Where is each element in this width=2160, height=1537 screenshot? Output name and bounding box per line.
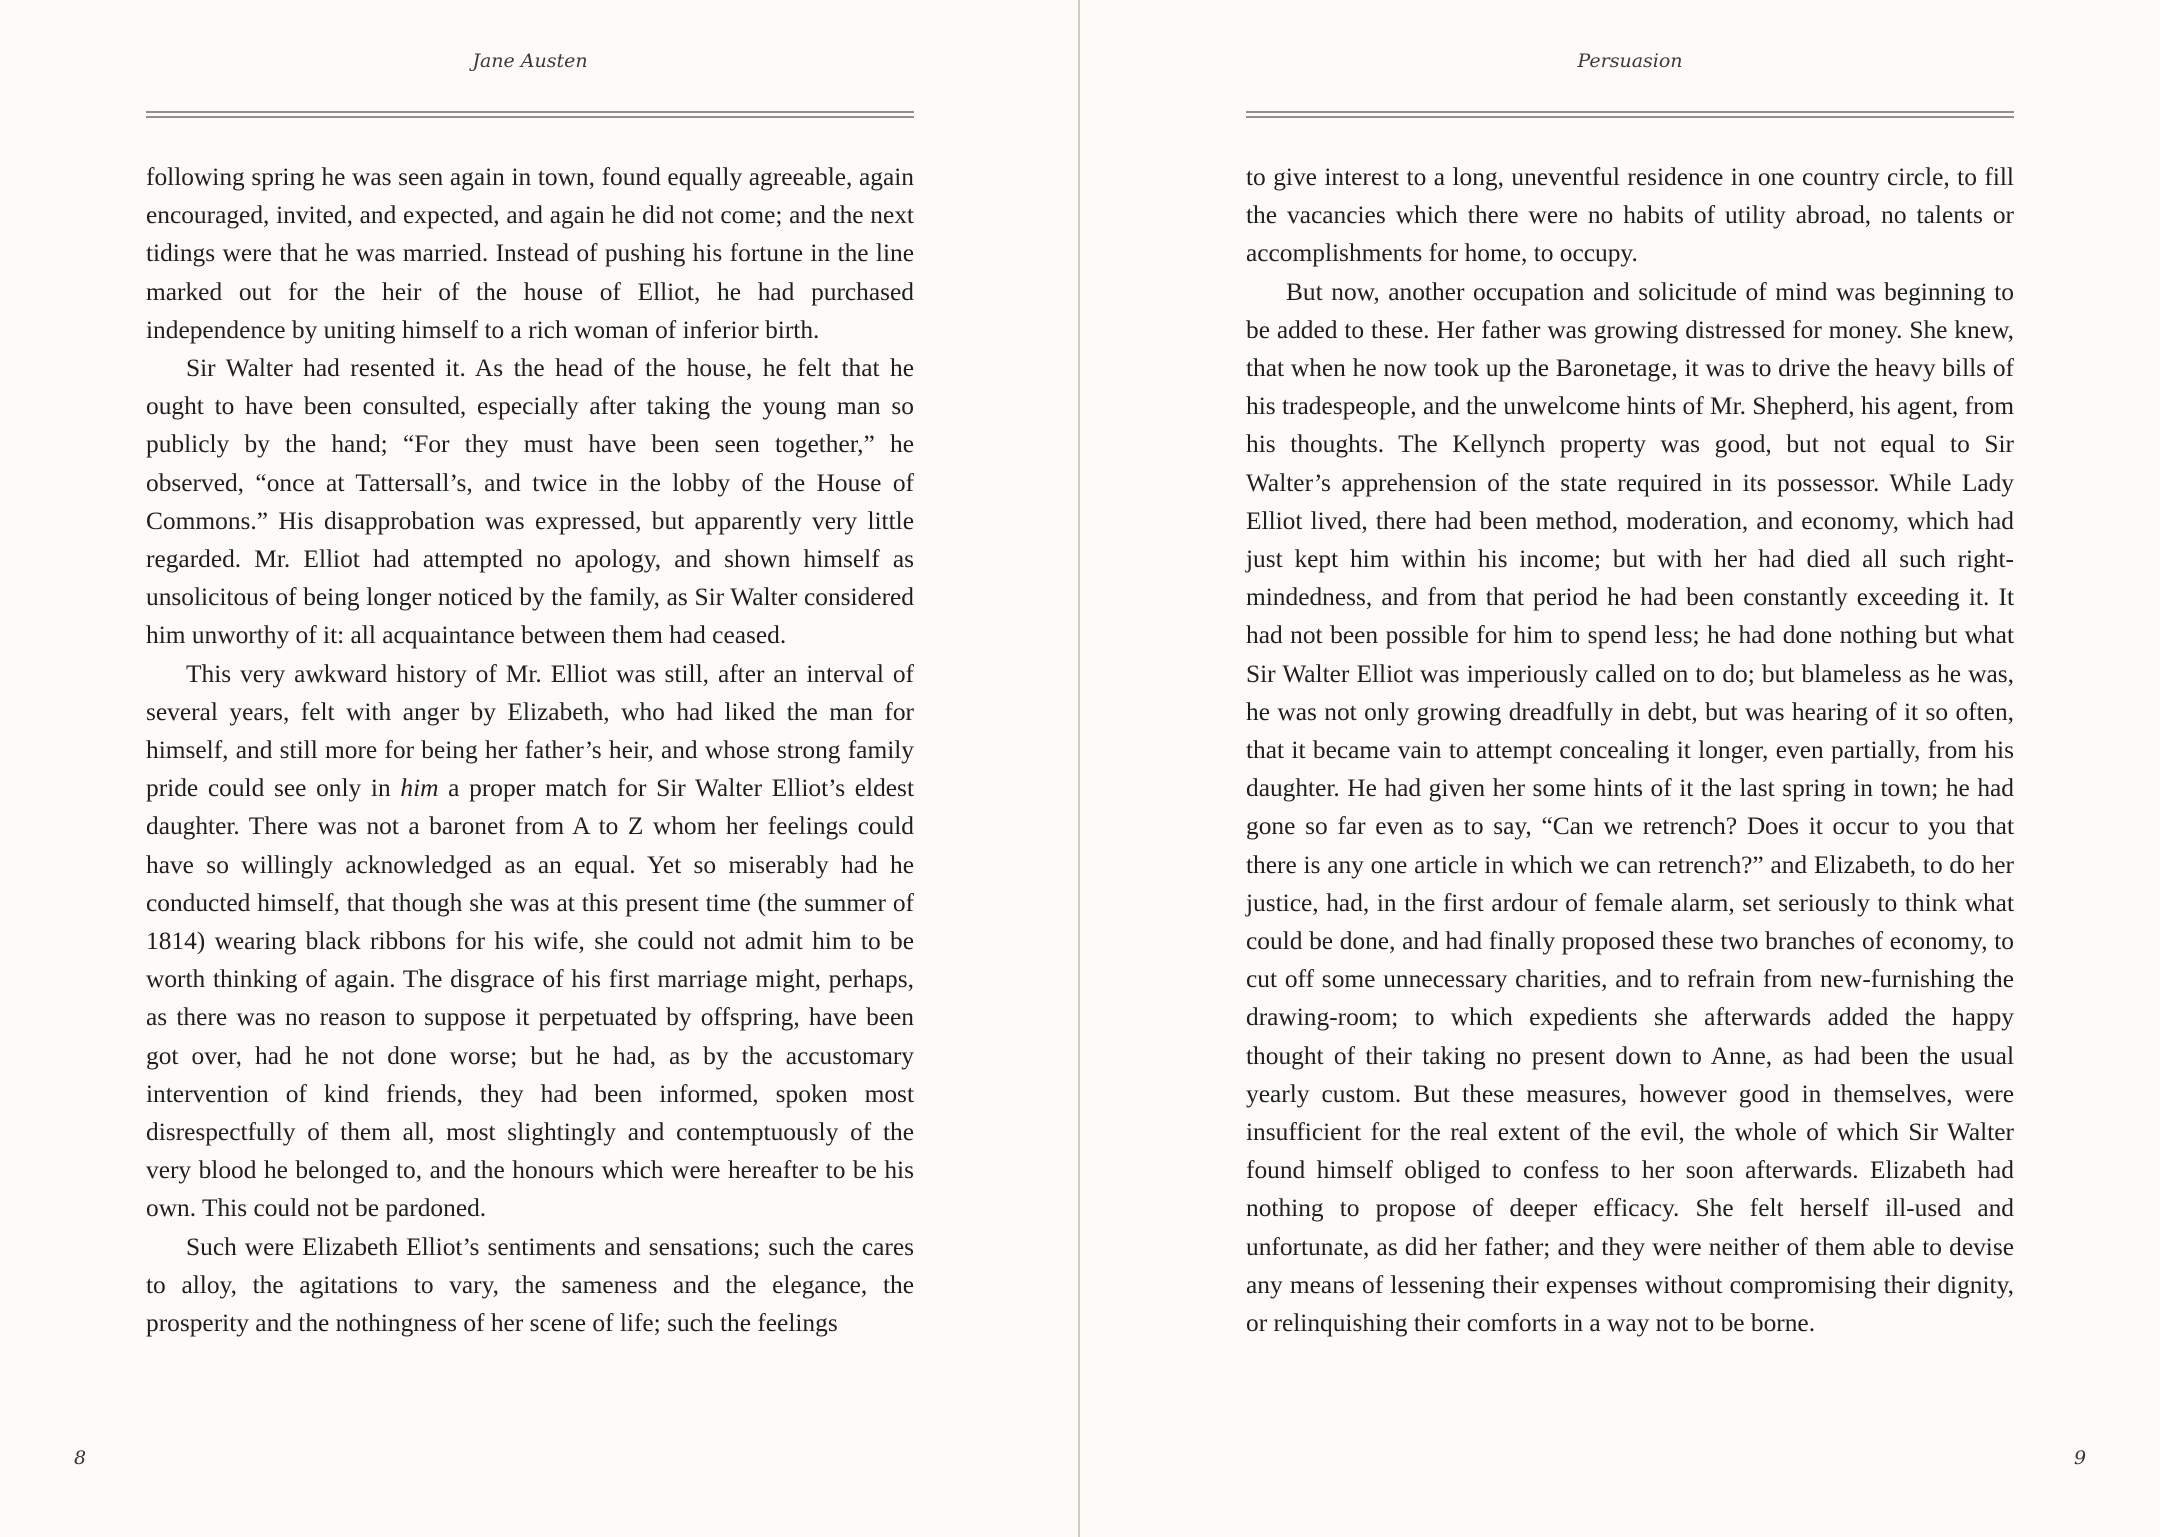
header-rule xyxy=(1246,111,2014,118)
page-number: 8 xyxy=(74,1447,87,1469)
paragraph: following spring he was seen again in town, found equally agreeable, again encouraged, invited, and expected, and again he did not come; and the next tidings were that he was married. Instead of pushing his fortune in the line marked out for the heir of the house of Elliot, he had purchased independence by uniting himself to a rich woman of inferior birth. xyxy=(146,163,914,344)
header-rule xyxy=(146,111,914,118)
emphasis-text: him xyxy=(400,774,439,803)
paragraph: Such were Elizabeth Elliot’s sentiments and sensations; such the cares to alloy, the agitations to vary, the sameness and the elegance, the prosperity and the nothingness of her scene of life; such the feelings xyxy=(146,1232,914,1338)
paragraph-text: a proper match for Sir Walter Elliot’s eldest daughter. There was not a baronet from A to Z whom her feelings could have so willingly acknowledged as an equal. Yet so miserably had he conducted himself, that though she was at this present time (the summer of 1814) wearing black ribbons for his wife, she could not admit him to be worth thinking of again. The disgrace of his first marriage might, perhaps, as there was no reason to suppose it perpetuated by offspring, have been got over, had he not done worse; but he had, as by the accustomary intervention of kind friends, they had been informed, spoken most disrespectfully of them all, most slightingly and contemptuously of the very blood he belonged to, and the honours which were hereafter to be his own. This could not be pardoned. xyxy=(146,774,914,1223)
running-head-author: Jane Austen xyxy=(472,50,588,72)
page-number: 9 xyxy=(2074,1447,2087,1469)
paragraph: But now, another occupation and solicitude of mind was beginning to be added to these. Her father was growing distressed for money. She knew, that when he now took up the Baronetage, it was to drive the heavy bills of his tradespeople, and the unwelcome hints of Mr. Shepherd, his agent, from his thoughts. The Kellynch property was good, but not equal to Sir Walter’s apprehension of the state required in its possessor. While Lady Elliot lived, there had been method, moderation, and economy, which had just kept him within his income; but with her had died all such right-mindedness, and from that period he had been constantly exceeding it. It had not been possible for him to spend less; he had done nothing but what Sir Walter Elliot was imperiously called on to do; but blameless as he was, he was not only growing dreadfully in debt, but was hearing of it so often, that it became vain to attempt concealing it longer, even partially, from his daughter. He had given her some hints of it the last spring in town; he had gone so far even as to say, “Can we retrench? Does it occur to you that there is any one article in which we can retrench?” and Elizabeth, to do her justice, had, in the first ardour of female alarm, set seriously to think what could be done, and had finally proposed these two branches of economy, to cut off some unnecessary charities, and to refrain from new-furnishing the drawing-room; to which expedients she afterwards added the happy thought of their taking no present down to Anne, as had been the usual yearly custom. But these measures, however good in themselves, were insufficient for the real extent of the evil, the whole of which Sir Walter found himself obliged to confess to her soon afterwards. Elizabeth had nothing to propose of deeper efficacy. She felt herself ill-used and unfortunate, as did her father; and they were neither of them able to devise any means of lessening their expenses without compromising their dignity, or relinquishing their comforts in a way not to be borne. xyxy=(1246,277,2014,1338)
paragraph: Sir Walter had resented it. As the head of the house, he felt that he ought to have been consulted, especially after taking the young man so publicly by the hand; “For they must have been seen together,” he observed, “once at Tattersall’s, and twice in the lobby of the House of Commons.” His disapprobation was expressed, but apparently very little regarded. Mr. Elliot had attempted no apology, and shown himself as unsolicitous of being longer noticed by the family, as Sir Walter considered him unworthy of it: all acquaintance between them had ceased. xyxy=(146,354,914,650)
right-page xyxy=(1080,0,2158,1537)
body-text xyxy=(1246,158,2014,1342)
paragraph-text: This very awkward history of Mr. Elliot was still, after an interval of several years, felt with anger by Elizabeth, who had liked the man for himself, and still more for being her father’s heir, and whose strong family pride could see only in xyxy=(146,659,914,803)
paragraph: to give interest to a long, uneventful residence in one country circle, to fill the vacancies which there were no habits of utility abroad, no talents or accomplishments for home, to occupy. xyxy=(1246,163,2014,268)
body-text xyxy=(146,158,914,1342)
left-page xyxy=(0,0,1078,1537)
paragraph xyxy=(146,655,914,1228)
running-head-title: Persuasion xyxy=(1577,50,1683,72)
